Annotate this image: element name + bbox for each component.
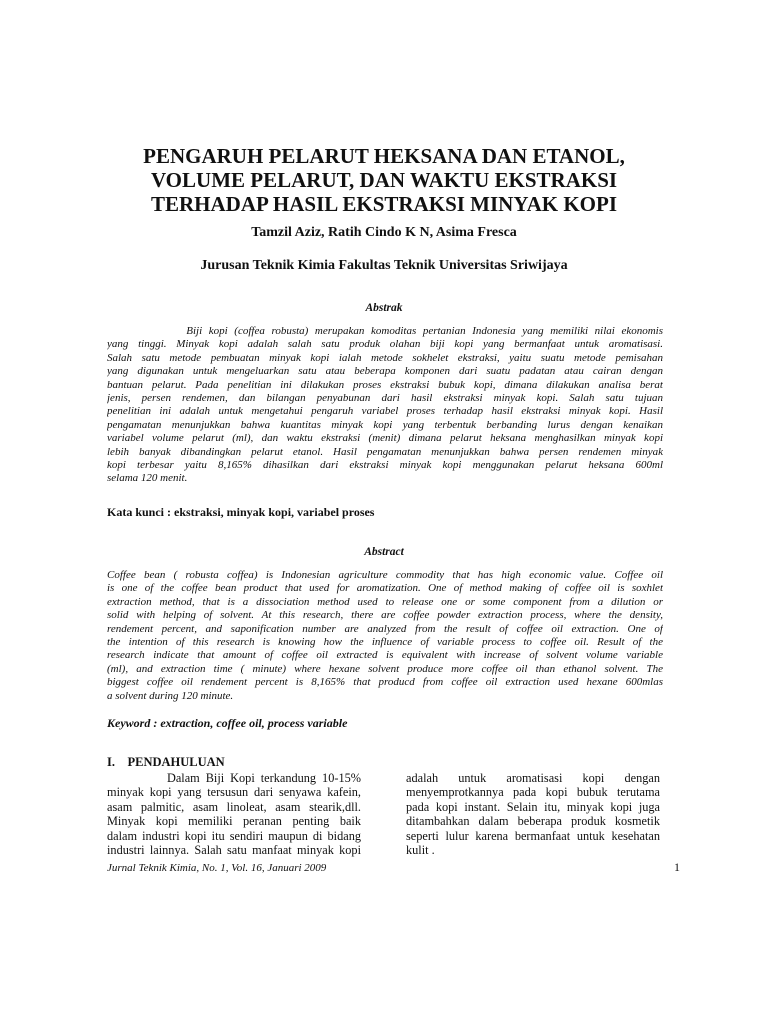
abstract-line: biggest coffee oil rendement percent is 8,165% that producd from coffee oil extraction used hexane 600mlas <box>107 676 663 689</box>
body-line: kulit . <box>406 842 435 857</box>
keywords: Keyword : extraction, coffee oil, process variable <box>107 716 348 730</box>
abstract-line: solid with helping of solvent. At this research, there are coffee powder extraction process, where the density, <box>107 609 663 622</box>
abstract-line: extraction method, that is a dissociation method used to release one or some component from a dilution or <box>107 595 663 608</box>
body-line: dalam industri kopi itu sendiri maupun di bidang <box>107 828 361 843</box>
section-heading: I. PENDAHULUAN <box>107 755 225 769</box>
title-line: PENGARUH PELARUT HEKSANA DAN ETANOL, <box>143 144 625 168</box>
kata-kunci: Kata kunci : ekstraksi, minyak kopi, variabel proses <box>107 505 375 519</box>
abstrak-line: kopi terbesar yaitu 8,165% dihasilkan dari ekstraksi minyak kopi menggunakan pelarut heksana 600ml <box>107 458 663 471</box>
left-column <box>107 771 361 857</box>
body-line: industri lainnya. Salah satu manfaat minyak kopi <box>107 842 361 857</box>
title-line: VOLUME PELARUT, DAN WAKTU EKSTRAKSI <box>150 168 618 192</box>
abstrak-line: selama 120 menit. <box>107 472 188 485</box>
body-line: menyemprotkannya pada kopi bubuk terutama <box>406 785 660 800</box>
right-column <box>406 771 660 857</box>
abstrak-line: Salah satu metode pembuatan minyak kopi ialah metode sokhelet ekstraksi, yaitu suatu metode pemisahan <box>107 351 663 364</box>
abstrak-line: bantuan pelarut. Pada penelitian ini dilakukan proses ekstraksi bubuk kopi, dimana dilakukan analisa berat <box>107 378 663 391</box>
abstrak-heading: Abstrak <box>365 302 403 314</box>
body-line: Minyak kopi memiliki peranan penting baik <box>107 814 361 829</box>
abstrak-line: yang tinggi. Minyak kopi adalah salah satu produk olahan biji kopi yang bermanfaat untuk aromatisasi. <box>107 338 663 351</box>
abstrak-line: lebih banyak dibandingkan pelarut etanol. Hasil pengamatan menunjukkan bahwa persen rendemen minyak <box>107 445 663 458</box>
abstrak-line: variabel volume pelarut (ml), dan waktu ekstraksi (menit) dimana pelarut heksana menghasilkan minyak kopi <box>107 432 663 445</box>
body-line: minyak kopi yang tersusun dari senyawa kafein, <box>107 785 361 800</box>
abstrak-line: penelitian ini adalah untuk mengetahui pengaruh variabel proses terhadap hasil ekstraksi minyak kopi. Hasil <box>107 405 663 418</box>
abstrak-line: yang digunakan untuk mengeluarkan satu atau beberapa komponen dari suatu padatan atau cairan dengan <box>107 365 663 378</box>
page-number: 1 <box>674 860 680 874</box>
abstrak-line: pengamatan menunjukkan bahwa kuantitas minyak kopi yang terbentuk berbanding lurus dengan kenaikan <box>107 418 663 431</box>
affiliation: Jurusan Teknik Kimia Fakultas Teknik Universitas Sriwijaya <box>200 258 568 273</box>
abstract-line: (ml), and extraction time ( minute) where hexane solvent produce more coffee oil than ethanol solvent. The <box>107 662 663 675</box>
abstrak-line: jenis, persen rendemen, dan bilangan penyabunan dari hasil ekstraksi minyak kopi. Salah satu tujuan <box>107 391 663 404</box>
body-line: seperti lulur karena bermanfaat untuk kesehatan <box>406 828 660 843</box>
authors: Tamzil Aziz, Ratih Cindo K N, Asima Fresca <box>251 225 517 240</box>
body-line: pada kopi instant. Selain itu, minyak kopi juga <box>406 799 660 814</box>
abstrak-body <box>107 325 663 486</box>
abstract-heading: Abstract <box>364 546 404 558</box>
abstract-line: a solvent during 120 minute. <box>107 689 234 702</box>
abstract-body <box>107 569 663 703</box>
body-line: Dalam Biji Kopi terkandung 10-15% <box>107 771 361 785</box>
title-line: TERHADAP HASIL EKSTRAKSI MINYAK KOPI <box>151 192 617 216</box>
abstract-line: is one of the coffee bean product that used for aromatization. One of method making of coffee oil is soxhlet <box>107 582 663 595</box>
abstract-line: research indicate that amount of coffee oil extracted is equivalent with increase of solvent volume variable <box>107 649 663 662</box>
abstrak-line: Biji kopi (coffea robusta) merupakan komoditas pertanian Indonesia yang memiliki nilai ekonomis <box>107 325 663 337</box>
body-line: ditambahkan dalam beberapa produk kosmetik <box>406 814 660 829</box>
body-line: asam palmitic, asam linoleat, asam stearik,dll. <box>107 799 361 814</box>
journal-footer: Jurnal Teknik Kimia, No. 1, Vol. 16, Januari 2009 <box>107 862 327 874</box>
abstract-line: rendement percent, and saponification number are analyzed from the result of coffee oil extraction. One of <box>107 622 663 635</box>
paper-title <box>100 144 668 216</box>
abstract-line: the intention of this research is knowing how the influence of variable process to coffee oil. Result of the <box>107 635 663 648</box>
abstract-line: Coffee bean ( robusta coffea) is Indonesian agriculture commodity that has high economic value. Coffee oil <box>107 569 663 581</box>
body-line: adalah untuk aromatisasi kopi dengan <box>406 771 660 785</box>
